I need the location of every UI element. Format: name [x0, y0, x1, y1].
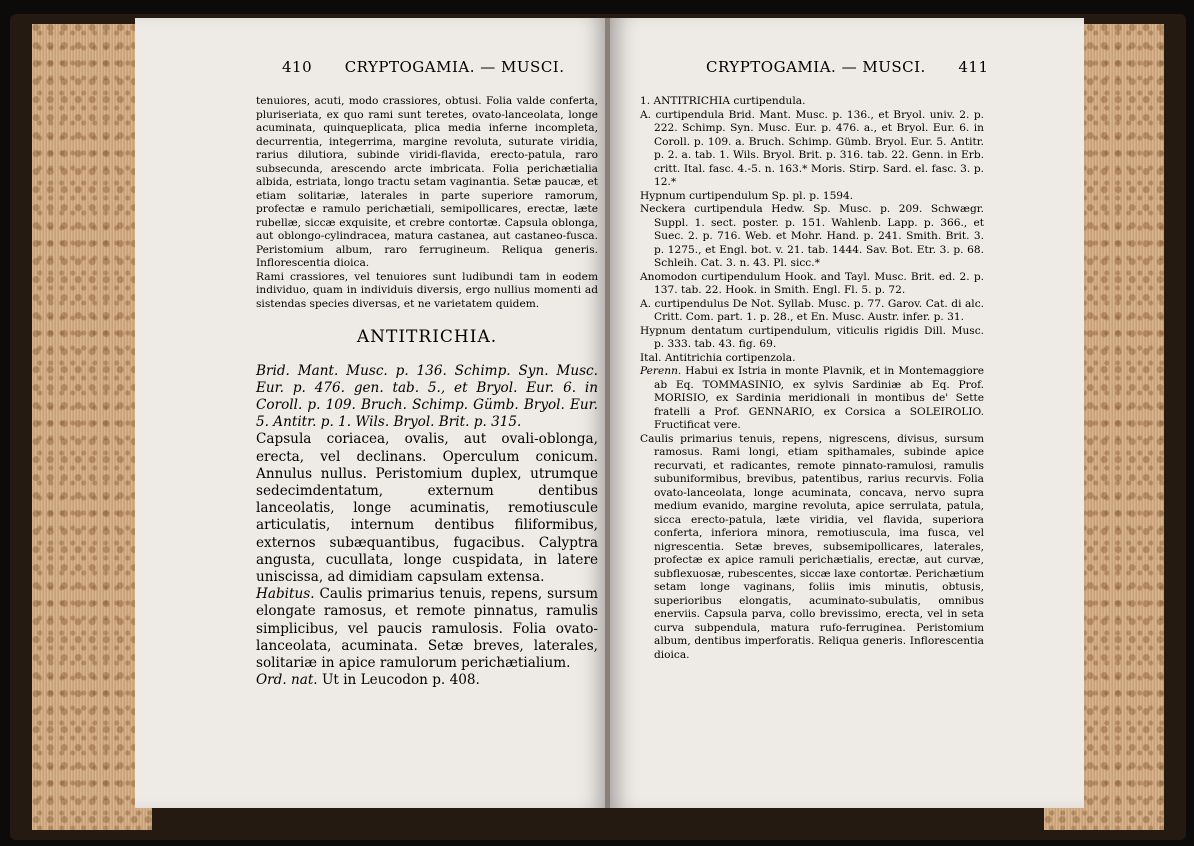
- left-page-edges: [32, 24, 152, 830]
- left-para-rami: Rami crassiores, vel tenuiores sunt ludibundi tam in eodem individuo, quam in individuis diversis, ergo nullius momenti ad sistendas species diversas, et ne varietatem quidem.: [256, 270, 598, 310]
- right-page-number: 411: [958, 58, 989, 76]
- species-description: Caulis primarius tenuis, repens, nigrescens, divisus, sursum ramosus. Rami longi, etiam spithamales, subinde apice recurvati, et radicantes, remote pinnato-ramulosi, ramulis subuniformibus, brevibus, patentibus, rarius recurvis. Folia ovato-lanceolata, longe acuminata, concava, nervo supra medium evanido, margine revoluta, apice serrulata, patula, sicca erecto-patula, læte viridia, vel flavida, superiora conferta, inferiora minora, remotiuscula, ima fusca, vel nigrescentia. Setæ breves, subsemipollicares, laterales, profectæ ex apice ramuli perichætialis, erectæ, aut curvæ, subflexuosæ, rubescentes, siccæ laxe contortæ. Perichætium setam longe vaginans, foliis imis minutis, obtusis, superioribus elongatis, acuminato-subulatis, omnibus enerviis. Capsula parva, collo brevissimo, erecta, vel in seta curva subpendula, matura rufo-ferruginea. Peristomium album, dentibus imperforatis. Reliqua generis. Inflorescentia dioica.: [640, 432, 984, 661]
- order-text: Ut in Leucodon p. 408.: [321, 672, 480, 689]
- left-para-continued: tenuiores, acuti, modo crassiores, obtusi. Folia valde conferta, pluriseriata, ex quo rami sunt teretes, ovato-lanceolata, longe acuminata, quinqueplicata, plica media inferne incompleta, decurrentia, integerrima, margine revoluta, suturate viridia, rarius dilutiora, subinde viridi-flavida, erecto-patula, raro subsecunda, arescendo arcte imbricata. Folia perichætialia albida, estriata, longo tractu setam vaginantia. Setæ paucæ, et etiam solitariæ, laterales in parte superiore ramorum, profectæ e ramulo perichætiali, semipollicares, erectæ, læte rubellæ, siccæ exquisite, et crebre contortæ. Capsula oblonga, aut oblongo-cylindracea, matura castanea, aut castaneo-fusca. Peristomium album, raro ferrugineum. Reliqua generis. Inflorescentia dioica.: [256, 95, 598, 269]
- habitus-label: Habitus.: [256, 586, 315, 603]
- left-running-title: CRYPTOGAMIA. — MUSCI.: [344, 58, 565, 76]
- italian-name: Ital. Antitrichia cortipenzola.: [640, 351, 796, 364]
- habitus-text: Caulis primarius tenuis, repens, sursum elongate ramosus, et remote pinnatus, ramulis simplicibus, vel paucis ramulosis. Folia ovato-lanceolata, acuminata. Setæ breves, laterales, solitariæ in apice ramulorum perichætialium.: [256, 586, 598, 671]
- genus-habitus: [256, 586, 598, 672]
- left-page-number: 410: [282, 58, 313, 76]
- synonym: A. curtipendula Brid. Mant. Musc. p. 136., et Bryol. univ. 2. p. 222. Schimp. Syn. Musc. Eur. p. 476. a., et Bryol. Eur. 6. in Coroll. p. 109. a. Bruch. Schimp. Gümb. Bryol. Eur. 5. Antitr. p. 2. a. tab. 1. Wils. Bryol. Brit. p. 316. tab. 22. Genn. in Erb. critt. Ital. fasc. 4.-5. n. 163.* Moris. Stirp. Sard. el. fasc. 3. p. 12.*: [640, 108, 984, 188]
- genus-description: Capsula coriacea, ovalis, aut ovali-oblonga, erecta, vel declinans. Operculum conicum. Annulus nullus. Peristomium duplex, utrumque sedecimdentatum, externum dentibus lanceolatis, longe acuminatis, remotiuscule articulatis, internum dentibus filiformibus, externos subæquantibus, fugacibus. Calyptra angusta, cucullata, longe cuspidata, in latere uniscissa, ad dimidiam capsulam extensa.: [256, 431, 598, 585]
- synonym: Hypnum dentatum curtipendulum, viticulis rigidis Dill. Musc. p. 333. tab. 43. fig. 69.: [640, 324, 984, 350]
- genus-heading: ANTITRICHIA.: [356, 327, 498, 347]
- perenn-label: Perenn.: [640, 365, 682, 377]
- left-running-head: [282, 58, 565, 76]
- perenn-text: Habui ex Istria in monte Plavnik, et in Montemaggiore ab Eq. TOMMASINIO, ex sylvis Sardiniæ ab Eq. Prof. MORISIO, ex Sardinia meridionali in montibus de' Sette fratelli a Prof. GENNARIO, ex Corsica a SOLEIROLIO. Fructificat vere.: [654, 365, 984, 431]
- genus-references: Brid. Mant. Musc. p. 136. Schimp. Syn. Musc. Eur. p. 476. gen. tab. 5., et Bryol. Eur. 6. in Coroll. p. 109. Bruch. Schimp. Gümb. Bryol. Eur. 5. Antitr. p. 1. Wils. Bryol. Brit. p. 315.: [256, 362, 598, 431]
- genus-order: [256, 672, 598, 689]
- synonym: Anomodon curtipendulum Hook. and Tayl. Musc. Brit. ed. 2. p. 137. tab. 22. Hook. in Smith. Engl. Fl. 5. p. 72.: [640, 270, 984, 296]
- right-running-title: CRYPTOGAMIA. — MUSCI.: [706, 58, 926, 76]
- order-label: Ord. nat.: [256, 672, 318, 689]
- right-column: [640, 95, 984, 662]
- synonym: Hypnum curtipendulum Sp. pl. p. 1594.: [640, 189, 854, 202]
- perennial-note: [640, 365, 984, 433]
- left-column: [256, 95, 598, 689]
- synonym: A. curtipendulus De Not. Syllab. Musc. p. 77. Garov. Cat. di alc. Critt. Com. part. 1. p. 28., et En. Musc. Austr. infer. p. 31.: [640, 297, 984, 323]
- synonym: Neckera curtipendula Hedw. Sp. Musc. p. 209. Schwægr. Suppl. 1. sect. poster. p. 151. Wahlenb. Lapp. p. 366., et Suec. 2. p. 716. Web. et Mohr. Hand. p. 241. Smith. Brit. 3. p. 1275., et Engl. bot. v. 21. tab. 1444. Sav. Bot. Etr. 3. p. 68. Schleih. Cat. 3. n. 43. Pl. sicc.*: [640, 203, 984, 269]
- species-title: 1. ANTITRICHIA curtipendula.: [640, 95, 806, 107]
- right-running-head: [706, 58, 989, 76]
